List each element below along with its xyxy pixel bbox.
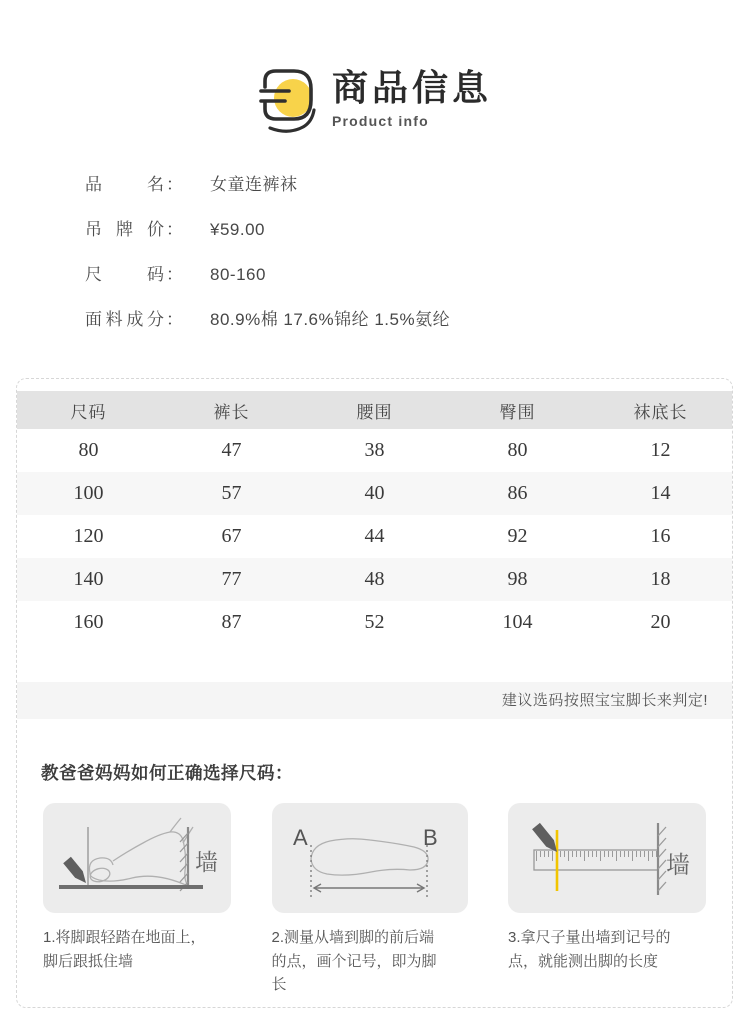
page-subtitle: Product info xyxy=(331,112,429,129)
cell: 38 xyxy=(364,439,385,461)
size-table-header-row xyxy=(17,391,732,429)
detail-colon: ： xyxy=(166,175,183,194)
cell: 12 xyxy=(650,439,671,461)
point-b-label: B xyxy=(422,825,438,850)
cell: 57 xyxy=(221,482,242,504)
cell: 18 xyxy=(650,568,671,590)
guide-step3-caption-col xyxy=(508,926,706,997)
page-title: 商品信息 xyxy=(331,67,492,108)
detail-value: ¥59.00 xyxy=(210,220,265,239)
page-header xyxy=(0,0,750,136)
cell: 47 xyxy=(221,439,242,461)
detail-label: 品名 xyxy=(85,175,165,194)
foot-outline xyxy=(89,818,193,886)
cell: 48 xyxy=(364,568,385,590)
table-row xyxy=(17,429,732,472)
cell: 80 xyxy=(507,439,528,461)
cell: 80 xyxy=(78,439,99,461)
ruler-measure-icon xyxy=(508,803,706,913)
detail-row-price xyxy=(85,215,750,260)
detail-colon: ： xyxy=(166,220,183,239)
icon-yellow-blob xyxy=(274,79,312,117)
guide-step3-illustration xyxy=(508,803,706,913)
table-row xyxy=(17,515,732,558)
column-header-size: 尺码 xyxy=(17,391,160,429)
table-row xyxy=(17,558,732,601)
detail-value: 80-160 xyxy=(210,265,266,284)
point-a-label: A xyxy=(292,825,308,850)
wall-label: 墙 xyxy=(666,852,690,879)
table-row xyxy=(17,601,732,644)
guide-heading: 教爸爸妈妈如何正确选择尺码： xyxy=(41,763,293,783)
cell: 87 xyxy=(221,611,242,633)
pencil-icon xyxy=(63,857,86,883)
guide-step2-illustration xyxy=(272,803,468,913)
wall-hatching xyxy=(658,827,666,891)
detail-label: 尺码 xyxy=(85,265,165,284)
detail-value: 80.9%棉 17.6%锦纶 1.5%氨纶 xyxy=(210,310,451,329)
foot-against-wall-icon xyxy=(43,803,231,913)
cell: 100 xyxy=(73,482,104,504)
cell: 140 xyxy=(73,568,104,590)
document-lines-icon xyxy=(258,62,318,136)
footprint-measure-icon xyxy=(272,803,468,913)
cell: 104 xyxy=(502,611,533,633)
detail-row-fabric xyxy=(85,305,750,350)
table-row xyxy=(17,472,732,515)
column-header-pant-length: 裤长 xyxy=(160,391,303,429)
size-advice-note: 建议选码按照宝宝脚长来判定! xyxy=(17,682,732,719)
cell: 16 xyxy=(650,525,671,547)
detail-label: 面料成分 xyxy=(85,310,165,329)
detail-colon: ： xyxy=(166,265,183,284)
cell: 77 xyxy=(221,568,242,590)
cell: 44 xyxy=(364,525,385,547)
detail-value: 女童连裤袜 xyxy=(210,175,298,194)
guide-illustrations xyxy=(17,803,732,913)
header-text xyxy=(332,62,492,129)
cell: 67 xyxy=(221,525,242,547)
cell: 14 xyxy=(650,482,671,504)
guide-step1-caption-col xyxy=(43,926,231,997)
pencil-icon xyxy=(532,823,557,852)
cell: 20 xyxy=(650,611,671,633)
footprint-outline xyxy=(311,839,428,875)
column-header-sole-length: 袜底长 xyxy=(589,391,732,429)
size-table xyxy=(17,391,732,644)
cell: 40 xyxy=(364,482,385,504)
cell: 92 xyxy=(507,525,528,547)
guide-captions xyxy=(17,926,732,997)
cell: 160 xyxy=(73,611,104,633)
cell: 86 xyxy=(507,482,528,504)
column-header-waist: 腰围 xyxy=(303,391,446,429)
detail-label: 吊牌价 xyxy=(85,220,165,239)
guide-step2-caption-col xyxy=(272,926,468,997)
product-details xyxy=(85,170,750,350)
size-guide-panel xyxy=(16,378,733,1008)
guide-step1-illustration xyxy=(43,803,231,913)
measure-arrow xyxy=(314,884,424,892)
guide-step3-caption: 3.拿尺子量出墙到记号的点，就能测出脚的长度 xyxy=(508,929,671,970)
product-info-icon xyxy=(258,62,318,136)
wall-label: 墙 xyxy=(195,849,218,875)
guide-step2-caption: 2.测量从墙到脚的前后端的点，画个记号，即为脚长 xyxy=(271,929,437,994)
detail-row-size xyxy=(85,260,750,305)
cell: 98 xyxy=(507,568,528,590)
cell: 120 xyxy=(73,525,104,547)
cell: 52 xyxy=(364,611,385,633)
detail-row-name xyxy=(85,170,750,215)
detail-colon: ： xyxy=(166,310,183,329)
column-header-hip: 臀围 xyxy=(446,391,589,429)
guide-step1-caption: 1.将脚跟轻踏在地面上，脚后跟抵住墙 xyxy=(43,929,206,970)
